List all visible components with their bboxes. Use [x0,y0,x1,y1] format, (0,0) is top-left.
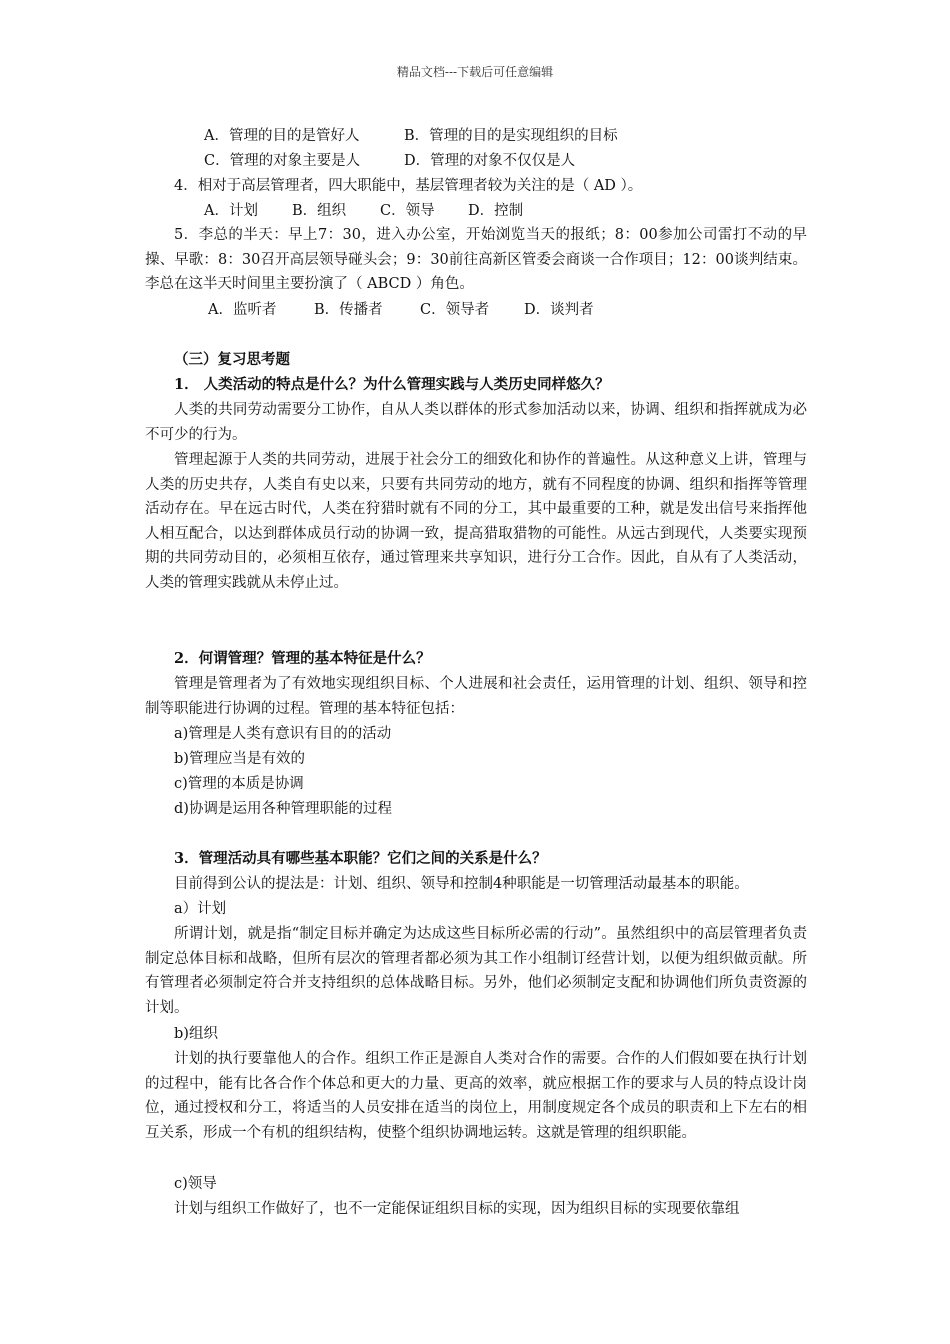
review2-item-c: c)管理的本质是协调 [174,776,304,792]
q3-option-b: B．管理的目的是实现组织的目标 [404,128,618,144]
review2-title: 2．何谓管理？管理的基本特征是什么？ [174,650,431,667]
q5-option-a: A．监听者 [208,302,277,318]
q4-option-a: A．计划 [204,203,258,219]
q3-option-d: D．管理的对象不仅仅是人 [404,153,576,169]
page-header: 精品文档---下载后可任意编辑 [396,65,554,79]
q3-option-c: C．管理的对象主要是人 [204,153,361,169]
review3-planning-text: 所谓计划，就是指“制定目标并确定为达成这些目标所必需的行动”。虽然组织中的高层管理者负责制定总体目标和战略，但所有层次的管理者都必须为其工作小组制订经营计划，以便为组织做贡献。所有管理者必须制定符合并支持组织的总体战略目标。另外，他们必须制定支配和协调他们所负责资源的计划。 [145,926,807,1016]
q5-option-b: B．传播者 [314,302,383,318]
review2-item-d: d)协调是运用各种管理职能的过程 [174,801,392,817]
review3-paragraph-1: 目前得到公认的提法是：计划、组织、领导和控制4种职能是一切管理活动最基本的职能。 [174,876,749,892]
q4-option-c: C．领导 [380,203,435,219]
review2-paragraph-1: 管理是管理者为了有效地实现组织目标、个人进展和社会责任，运用管理的计划、组织、领导和控制等职能进行协调的过程。管理的基本特征包括： [145,676,807,717]
review3-label-b: b)组织 [174,1026,218,1042]
review3-organizing-text: 计划的执行要靠他人的合作。组织工作正是源自人类对合作的需要。合作的人们假如要在执行计划的过程中，能有比各合作个体总和更大的力量、更高的效率，就应根据工作的要求与人员的特点设计岗位，通过授权和分工，将适当的人员安排在适当的岗位上，用制度规定各个成员的职责和上下左右的相互关系，形成一个有机的组织结构，使整个组织协调地运转。这就是管理的组织职能。 [145,1051,807,1141]
review3-label-c: c)领导 [174,1176,217,1192]
review3-title: 3．管理活动具有哪些基本职能？它们之间的关系是什么？ [174,850,547,867]
q4-option-b: B．组织 [292,203,347,219]
review1-paragraph-1: 人类的共同劳动需要分工协作，自从人类以群体的形式参加活动以来，协调、组织和指挥就成为必不可少的行为。 [145,402,807,443]
review3-label-a: a）计划 [174,901,227,917]
review3-leading-text: 计划与组织工作做好了，也不一定能保证组织目标的实现，因为组织目标的实现要依靠组 [174,1201,740,1217]
review2-item-a: a)管理是人类有意识有目的的活动 [174,726,392,742]
review1-paragraph-2: 管理起源于人类的共同劳动，进展于社会分工的细致化和协作的普遍性。从这种意义上讲，管理与人类的历史共存，人类自有史以来，只要有共同劳动的地方，就有不同程度的协调、组织和指挥等管理活动存在。早在远古时代，人类在狩猎时就有不同的分工，其中最重要的工种，就是发出信号来指挥他人相互配合，以达到群体成员行动的协调一致，提高猎取猎物的可能性。从远古到现代，人类要实现预期的共同劳动目的，必须相互依存，通过管理来共享知识，进行分工合作。因此，自从有了人类活动，人类的管理实践就从未停止过。 [145,452,807,591]
q5-option-d: D．谈判者 [524,302,594,318]
q5-option-c: C．领导者 [420,302,490,318]
q4-stem: 4．相对于高层管理者，四大职能中，基层管理者较为关注的是（ AD ）。 [174,178,643,194]
section-title: （三）复习思考题 [174,351,290,368]
q4-option-d: D．控制 [468,203,524,219]
q3-option-a: A．管理的目的是管好人 [204,128,360,144]
q5-stem: 5．李总的半天：早上7：30，进入办公室，开始浏览当天的报纸；8：00参加公司雷打不动的早操、早歌：8：30召开高层领导碰头会；9：30前往高新区管委会商谈一合作项目；12：00谈判结束。李总在这半天时间里主要扮演了（ ABCD ）角色。 [145,227,807,292]
review2-item-b: b)管理应当是有效的 [174,751,305,767]
review1-title: 1． 人类活动的特点是什么？为什么管理实践与人类历史同样悠久？ [174,376,610,393]
